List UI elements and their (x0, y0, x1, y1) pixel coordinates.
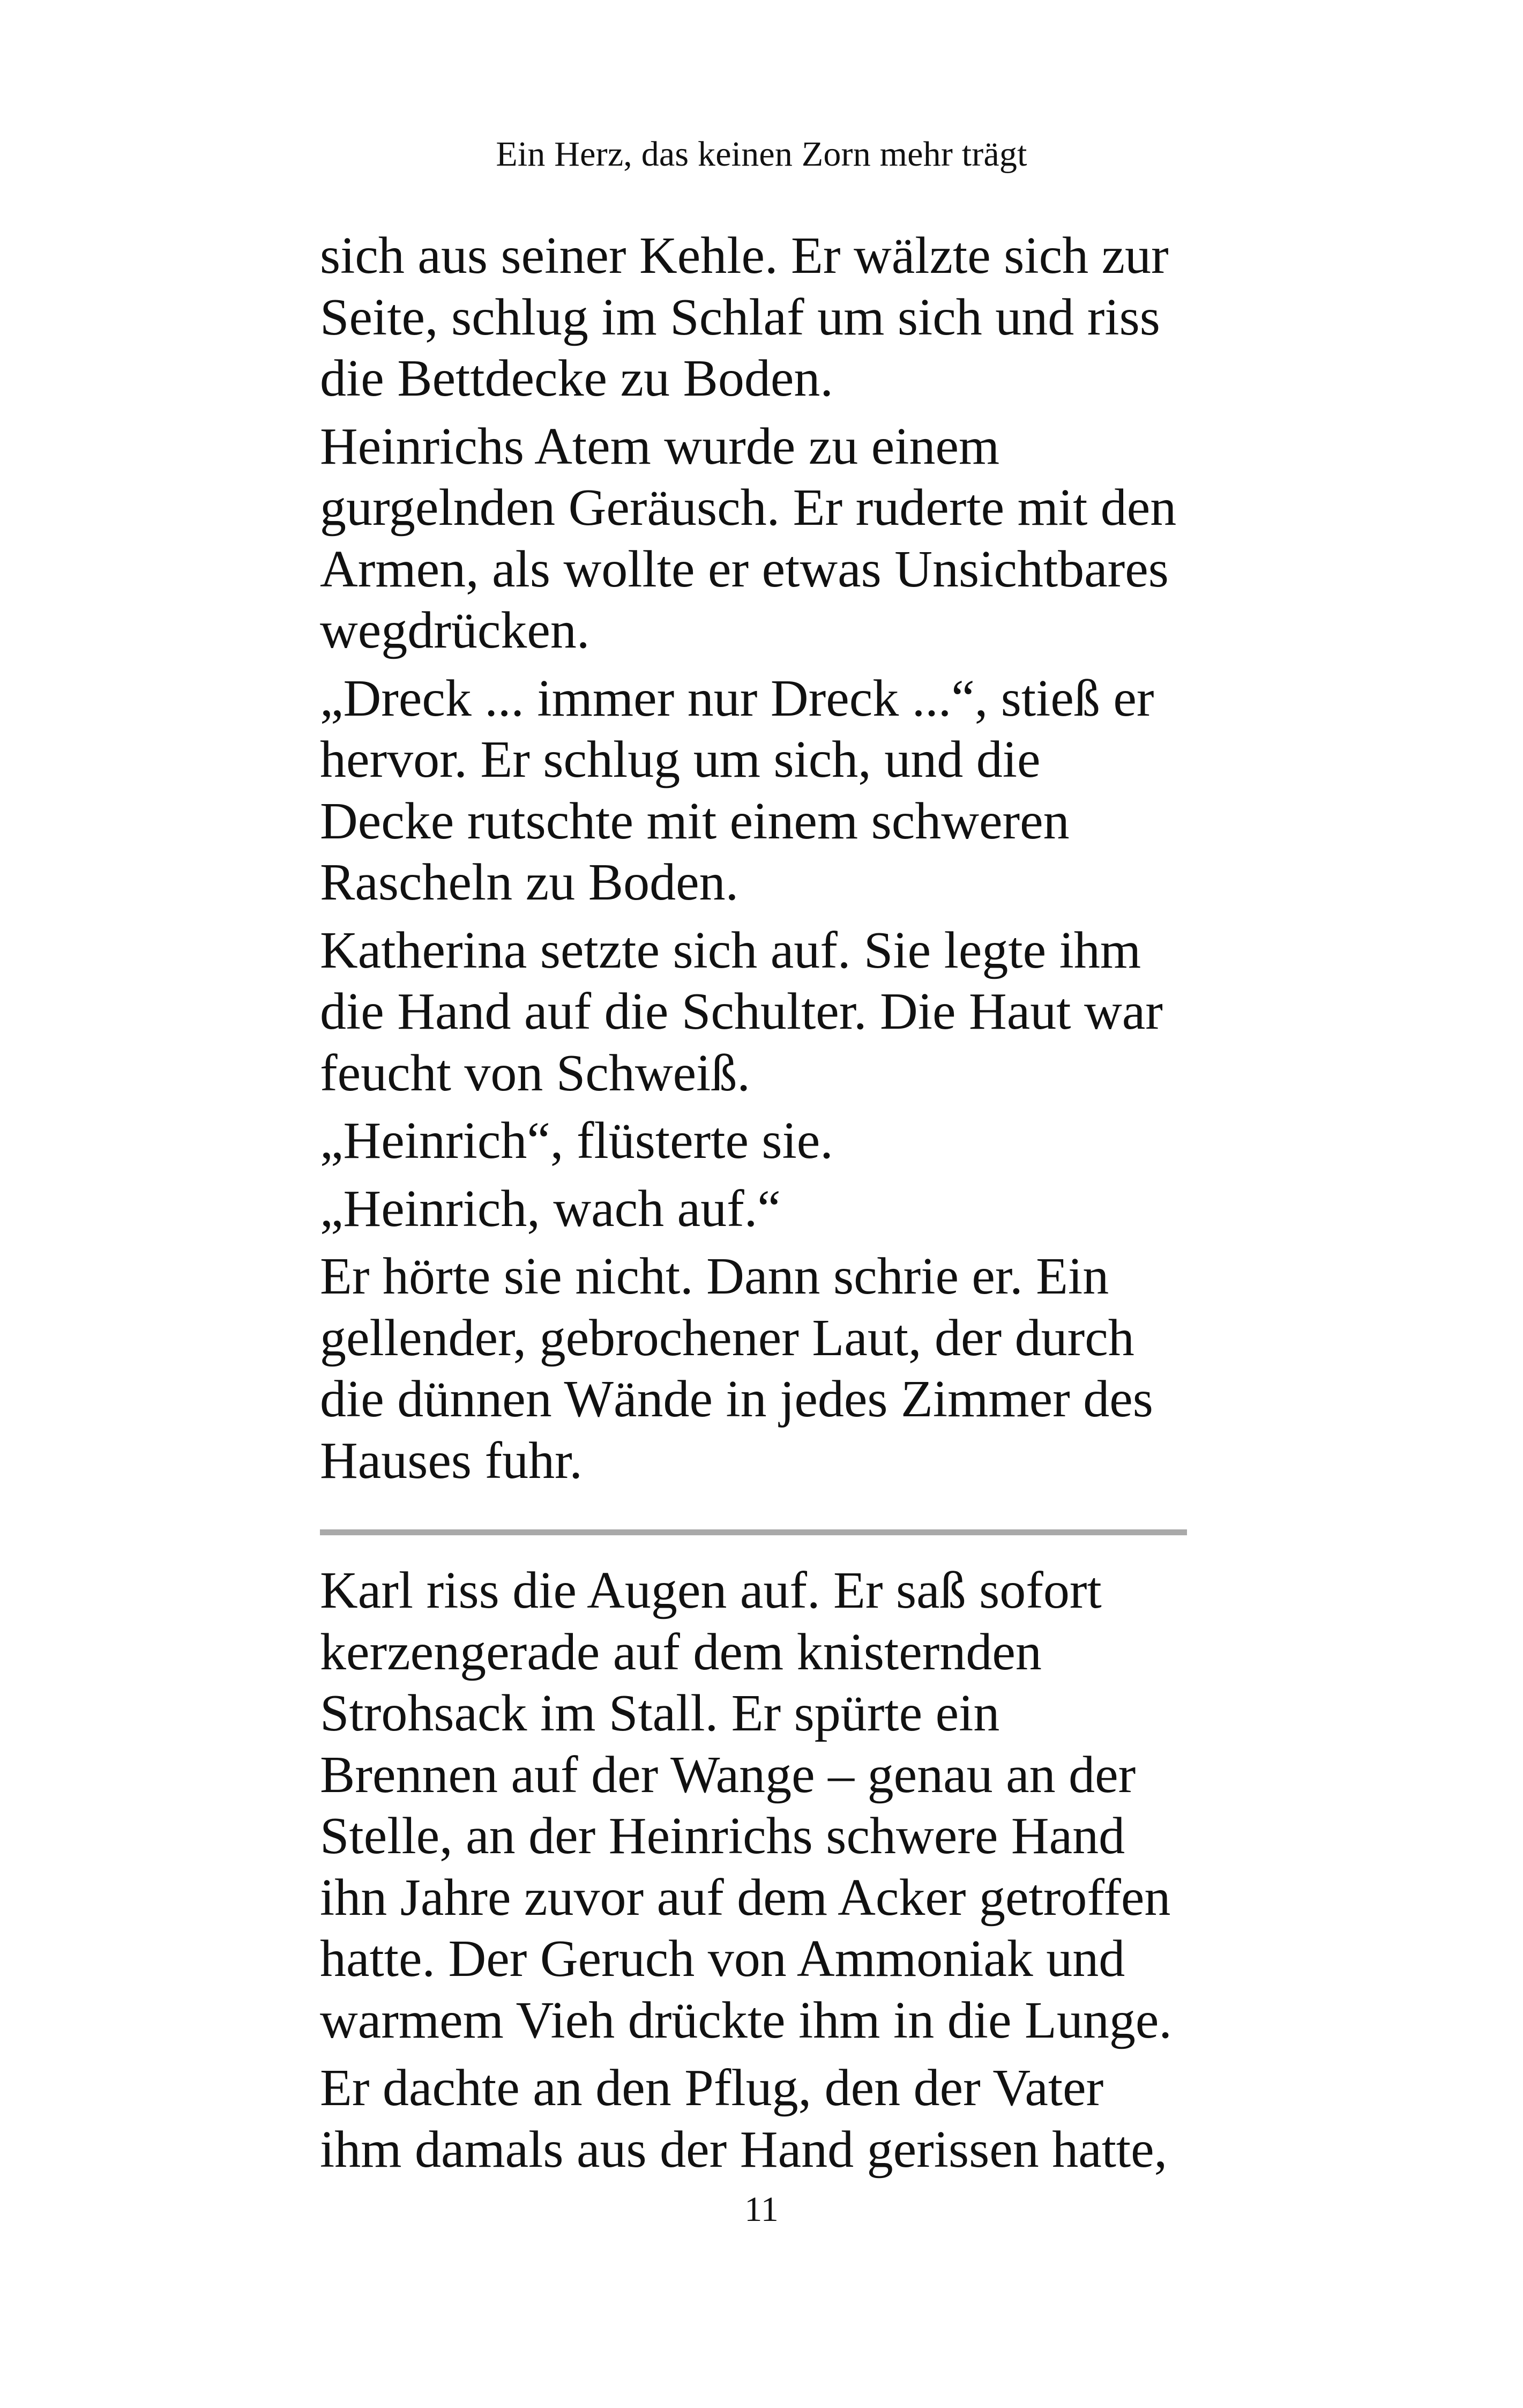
text-line: Er dachte an den Pflug, den der Vater (320, 2059, 1104, 2117)
text-line: feucht von Schweiß. (320, 1044, 750, 1102)
text-line: die Bettdecke zu Boden. (320, 350, 833, 407)
text-line: Armen, als wollte er etwas Unsichtbares (320, 540, 1169, 598)
text-line: ihm damals aus der Hand gerissen hatte, (320, 2120, 1168, 2179)
text-section-2 (320, 1560, 1252, 2187)
text-line: ihn Jahre zuvor auf dem Acker getroffen (320, 1868, 1171, 1927)
text-line: die Hand auf die Schulter. Die Haut war (320, 983, 1163, 1041)
text-section-1 (320, 225, 1252, 1498)
text-line: Stelle, an der Heinrichs schwere Hand (320, 1807, 1125, 1865)
scene-break-rule (320, 1529, 1187, 1535)
paragraph (320, 1560, 1252, 2051)
text-line: sich aus seiner Kehle. Er wälzte sich zur (320, 227, 1169, 285)
text-line: Karl riss die Augen auf. Er saß sofort (320, 1562, 1102, 1619)
text-line: Katherina setzte sich auf. Sie legte ihm (320, 921, 1141, 979)
text-line: wegdrücken. (320, 601, 590, 659)
paragraph (320, 1246, 1252, 1491)
text-line: die dünnen Wände in jedes Zimmer des (320, 1370, 1153, 1428)
text-line: hatte. Der Geruch von Ammoniak und (320, 1930, 1125, 1988)
paragraph (320, 1110, 1252, 1172)
text-line: warmem Vieh drückte ihm in die Lunge. (320, 1991, 1172, 2049)
text-line: Hauses fuhr. (320, 1431, 583, 1490)
paragraph (320, 920, 1252, 1104)
text-line: Seite, schlug im Schlaf um sich und riss (320, 288, 1160, 346)
text-line: Rascheln zu Boden. (320, 853, 739, 911)
text-line: Heinrichs Atem wurde zu einem (320, 417, 1000, 475)
text-line: gurgelnden Geräusch. Er ruderte mit den (320, 479, 1177, 537)
paragraph (320, 225, 1252, 410)
paragraph (320, 2057, 1252, 2180)
paragraph (320, 416, 1252, 662)
text-line: kerzengerade auf dem knisternden (320, 1623, 1042, 1681)
text-line: „Heinrich, wach auf.“ (320, 1179, 781, 1238)
paragraph (320, 1178, 1252, 1240)
text-line: Brennen auf der Wange – genau an der (320, 1745, 1136, 1804)
running-head: Ein Herz, das keinen Zorn mehr trägt (496, 135, 1027, 174)
text-line: Strohsack im Stall. Er spürte ein (320, 1684, 1000, 1742)
text-line: Er hörte sie nicht. Dann schrie er. Ein (320, 1247, 1109, 1305)
text-line: „Heinrich“, flüsterte sie. (320, 1112, 833, 1170)
text-line: hervor. Er schlug um sich, und die (320, 731, 1041, 789)
text-line: gellender, gebrochener Laut, der durch (320, 1309, 1134, 1367)
text-line: Decke rutschte mit einem schweren (320, 792, 1070, 850)
page-number: 11 (744, 2190, 779, 2229)
text-line: „Dreck ... immer nur Dreck ...“, stieß er (320, 669, 1154, 727)
paragraph (320, 668, 1252, 913)
